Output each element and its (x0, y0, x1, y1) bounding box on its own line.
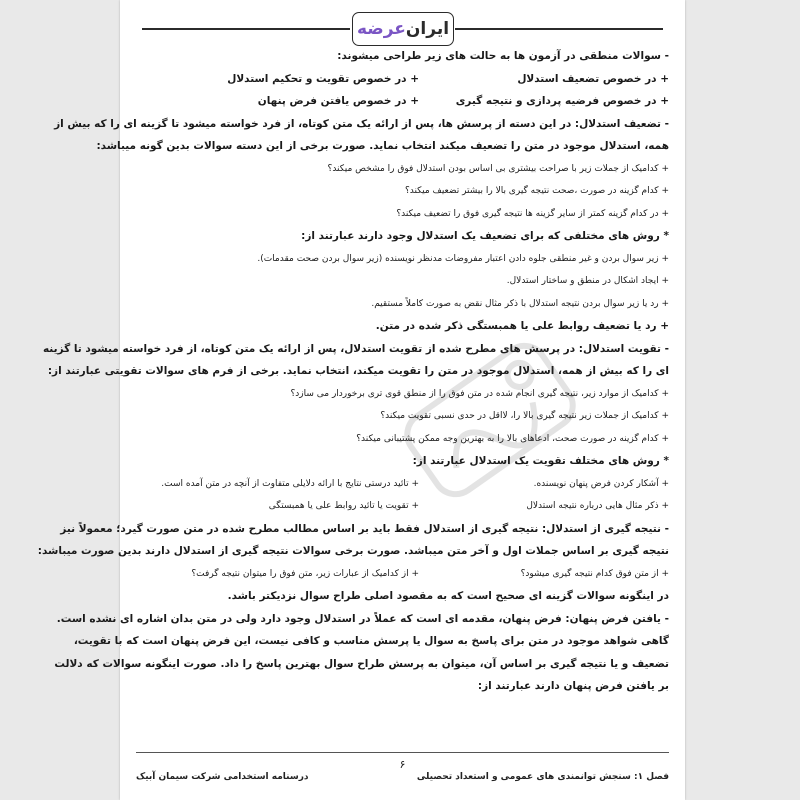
bullet-item: + از کدامیک از عبارات زیر، متن فوق را میتوان نتیجه گرفت؟ (191, 568, 419, 579)
text-line: * روش های مختلف تقویت یک استدلال عبارتند از: (412, 455, 669, 467)
text-line: + کدامیک از موارد زیر، نتیجه گیری انجام شده در متن فوق را از منطق قوی تری برخوردار می سازد؟ (290, 388, 669, 399)
bullet-item: + در خصوص فرضیه پردازی و نتیجه گیری (455, 95, 669, 107)
text-line: + رد یا زیر سوال بردن نتیجه استدلال با ذکر مثال نقض به صورت کاملاً مستقیم. (371, 298, 669, 309)
page-header (120, 6, 685, 42)
logo-text-part2: عرضه (356, 19, 406, 39)
bullet-item: + تائید درستی نتایج با ارائه دلایلی متفاوت از آنچه در متن آمده است. (161, 478, 419, 489)
bullet-item: + در خصوص یافتن فرض پنهان (257, 95, 419, 107)
text-line: ای را که بیش از همه، استدلال موجود در متن را تقویت میکند، انتخاب نماید. برخی از فرم های سوالات تقویتی عبارتند از: (47, 365, 669, 377)
text-line: - تضعیف استدلال: در این دسته از پرسش ها، پس از ارائه یک متن کوتاه، از فرد خواسته میشود تا گزینه ای را که بیش از (54, 117, 669, 130)
text-line: - سوالات منطقی در آزمون ها به حالت های زیر طراحی میشوند: (337, 50, 669, 62)
text-line: - یافتن فرض پنهان: فرض پنهان، مقدمه ای است که عملاً در استدلال وجود دارد ولی در متن بدان اشاره ای نشده است. (56, 612, 669, 625)
two-column-bullet-row (136, 563, 669, 586)
two-column-bullet-row (136, 90, 669, 113)
header-rule-right (455, 28, 663, 30)
bullet-item: + ذکر مثال هایی درباره نتیجه استدلال (526, 501, 669, 511)
two-column-bullet-row (136, 473, 669, 496)
text-line: گاهی شواهد موجود در متن برای پاسخ به سوال یا پرسش مناسب و کافی نیست، این فرض پنهان است که با تقویت، (73, 635, 669, 647)
bullet-item: + در خصوص تقویت و تحکیم استدلال (227, 72, 419, 85)
text-line: + کدام گزینه در صورت ،صحت نتیجه گیری بالا را بیشتر تضعیف میکند؟ (404, 186, 669, 196)
page-number: ۶ (399, 758, 406, 771)
text-line: در اینگونه سوالات گزینه ای صحیح است که به مقصود اصلی طراح سوال نزدیکتر باشد. (227, 590, 669, 602)
text-line: + ایجاد اشکال در منطق و ساختار استدلال. (506, 276, 669, 286)
text-line: تضعیف و یا نتیجه گیری بر اساس آن، میتوان به پرسش طراح سوال بهترین پاسخ را داد. صورت اینگونه سوالات که دلالت (54, 657, 669, 670)
text-line: - نتیجه گیری از استدلال: نتیجه گیری از استدلال فقط باید بر اساس مطالب مطرح شده در متن صورت گیرد؛ معمولاً نیز (60, 522, 669, 535)
text-line: + کدامیک از جملات زیر با صراحت بیشتری بی اساس بودن استدلال فوق را مشخص میکند؟ (327, 163, 669, 174)
text-line: - تقویت استدلال: در پرسش های مطرح شده از تقویت استدلال، پس از ارائه یک متن کوتاه، از فرد خواسته میشود تا گزینه (42, 342, 669, 355)
bullet-item: + آشکار کردن فرض پنهان نویسنده. (533, 478, 669, 489)
bullet-item: + تقویت یا تائید روابط علی یا همبستگی (268, 501, 419, 511)
page-body (37, 45, 669, 698)
bullet-item: + در خصوص تضعیف استدلال (517, 72, 669, 85)
publisher-logo (352, 12, 454, 46)
text-line: + کدام گزینه در صورت صحت، ادعاهای بالا را به بهترین وجه ممکن پشتیبانی میکند؟ (356, 433, 669, 444)
text-line: + رد یا تضعیف روابط علی یا همبستگی ذکر شده در متن. (375, 320, 669, 332)
two-column-bullet-row (136, 68, 669, 91)
document-page (37, 0, 685, 800)
text-line: همه، استدلال موجود در متن را تضعیف میکند انتخاب نماید. صورت برخی از این دسته سوالات بدین گونه میباشد: (96, 140, 669, 152)
logo-text-part1: ایران (405, 19, 450, 39)
text-line: + کدامیک از جملات زیر نتیجه گیری بالا را، لااقل در حدی نسبی تقویت میکند؟ (380, 411, 669, 421)
header-rule-left (142, 28, 350, 30)
bullet-item: + از متن فوق کدام نتیجه گیری میشود؟ (520, 568, 669, 579)
text-line: بر یافتن فرض پنهان دارند عبارتند از: (477, 680, 669, 692)
book-title: درسنامه استخدامی شرکت سیمان آبیک (136, 772, 309, 782)
text-line: نتیجه گیری بر اساس جملات اول و آخر متن میباشد. صورت برخی سوالات نتیجه گیری از استدلال دارند بدین صورت میباشد: (37, 545, 669, 557)
page-footer (136, 752, 669, 782)
footer-rule (136, 752, 669, 753)
text-line: + زیر سوال بردن و غیر منطقی جلوه دادن اعتبار مفروضات مدنظر نویسنده (زیر سوال بردن صحت مقدمات). (257, 253, 669, 264)
two-column-bullet-row (136, 495, 669, 518)
text-line: + در کدام گزینه کمتر از سایر گزینه ها نتیجه گیری فوق را تضعیف میکند؟ (396, 208, 669, 219)
text-line: * روش های مختلفی که برای تضعیف یک استدلال وجود دارند عبارتند از: (301, 230, 669, 242)
chapter-title: فصل ۱: سنجش توانمندی های عمومی و استعداد تحصیلی (416, 772, 669, 782)
